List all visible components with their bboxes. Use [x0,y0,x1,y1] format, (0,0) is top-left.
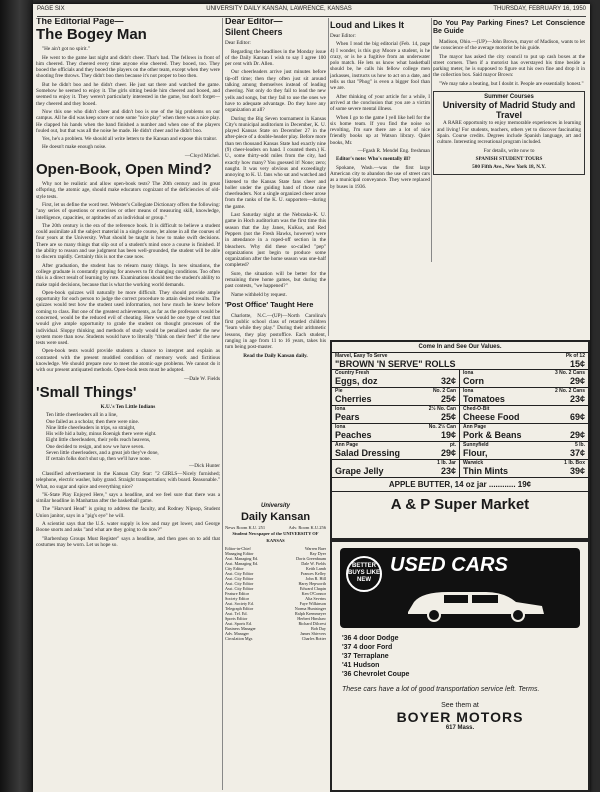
staff-person: Herbert Hinshaw [297,615,326,621]
car-list-item: '37 4 door Ford [342,644,393,651]
paragraph: Name withheld by request. [231,291,287,298]
staff-role: Asst. City Editor [225,585,254,591]
poem-line: One failed as a scholar, then there were nine. [46,418,140,425]
poem-line: Nine little cheerleaders in trips, so straight, [46,424,136,431]
paragraph: Open-book tests would provide students a chance to interpret and explain as contrasted with the present muddled condition of memory work and fictitious knowledge. We should prepare now to meet the atomic-age problems. We cannot do it with our present antiquated methods. Open-book tests must be adopted. [36,348,220,374]
paragraph: When I read the big editorial (Feb. 14, page 4) I wonder, is this guy Moore a student, is he crazy, or is he a fugitive from an underwater polo match. He lets us know what basketball should be, he calls his fellow college men jackasses, instructs us how to act on a date, and tells us that "Phog" is even a bigger fool than we are. [330,41,430,92]
staff-person: Charles Botter [301,635,326,641]
staff-person: Harry Hepworth [298,580,326,586]
staff-person: Warren Baer [304,545,326,551]
item-price: 25¢ [440,412,456,422]
post-office-body: Charlotte, N.C.—(UP)—North Carolina's first public school class of retarded children "learn while they play." During their arithmetic lessons, they play postoffice. Each student, ranging in age from 11 to 16 years, takes his turn being post-master. [225,312,326,351]
item-name: Corn [463,376,484,386]
item-brand: Ched-O-Bit [463,406,490,412]
summer-org: SPANISH STUDENT TOURS [475,155,543,162]
paragraph: Open-book quizzes will naturally be more difficult. They should provide ample opportunity for each person to judge the correct procedure to attain desired results. The quizzes would test how the student used information, not how much he knew before coming to class. But one of the greatest achievements, as far as the professors would be concerned, would be the reduced evil of cheating. Here would be one type of test that would give ample opportunity to grade the student on thought processes of the individual. Sloppy thinking and methods of study would be penalized under the new system more than now. Students would have to literally "think on their feet" if the new tests were used. [36,289,220,347]
item-brand: Country Fresh [335,370,370,376]
dealer-name: BOYER MOTORS [396,709,524,725]
staff-person: Richard Dilcrest [298,620,326,626]
staff-person: Alta Sevrins [305,595,326,601]
page-header [37,6,586,17]
loud-body [330,41,430,146]
parking-headline: Do You Pay Parking Fines? Let Conscience Be Guide [433,20,585,35]
item-brand: Ann Page [335,442,359,448]
loud-headline: Loud and Likes It [330,20,405,30]
rolls-label: "BROWN 'N SERVE" ROLLS [335,359,456,369]
summer-courses-ad [433,91,585,175]
poem-title: K.U.'s Ten Little Indians [100,403,156,410]
bogey-headline: The Bogey Man [36,26,147,44]
small-things-body [36,471,220,548]
paragraph: "K-State Play Enjoyed Here," says a headline, and we feel sure that there was a similar headline in Manhattan after the basketball game. [36,491,220,505]
newspaper-page [33,4,590,792]
staff-person: Faye Wilkinson [299,600,326,606]
ap-price-item [460,370,588,388]
ap-tagline: Come In and See Our Values. [332,342,588,353]
ap-advertisement [330,340,590,540]
paragraph: The mayor has asked the city council to put up cash boxes at the street corners. Then if a motorist has overstayed his time beside a parking meter, he is supposed to figure out his own fine and drop it in the collection box. Said mayor Brown: [433,53,585,79]
staff-role: Circulation Mgr. [225,635,253,641]
staff-person: Ken O'Connor [301,590,326,596]
section-kicker: The Editorial Page— [36,18,124,26]
read-kansan-line: Read the Daily Kansan daily. [243,352,308,359]
post-office-headline: 'Post Office' Taught Here [225,299,314,309]
apple-butter-line: APPLE BUTTER, 14 oz jar ............ 19¢ [332,478,588,492]
summer-address: 500 Fifth Ave., New York 18, N.Y. [472,164,546,171]
item-size: 3 No. 2 Cans [554,370,585,376]
ap-price-item [332,406,460,424]
ap-price-item [460,424,588,442]
item-price: 25¢ [440,394,456,404]
small-things-headline: 'Small Things' [36,383,137,401]
silent-cheers-body [225,49,326,298]
item-name: Flour, [463,448,488,458]
staff-role: Asst. City Editor [225,570,254,576]
staff-role: Telegraph Editor [225,605,254,611]
bogey-body [36,46,220,150]
ap-price-item [460,460,588,478]
item-name: Tomatoes [463,394,505,404]
item-brand: Iona [463,388,474,394]
car-list [332,628,588,679]
summer-label: Summer Courses [484,94,534,101]
item-name: Thin Mints [463,466,508,476]
binder-edge [0,0,33,792]
advroom-number: K.U.256 [310,525,326,530]
openbook-byline: —Dale W. Fields [184,375,220,382]
paragraph: A scientist says that the U.S. water supply is low and may get lower, and George Boone snorts and asks "and what are they going to do now?" [36,521,220,534]
paragraph: "We may take a beating, but I doubt it. People are essentially honest." [439,80,584,87]
rolls-price: 15¢ [569,359,585,369]
staff-person: Edward Chapin [299,585,326,591]
ap-price-item [460,406,588,424]
paragraph: Our cheerleaders arrive just minutes before tip-off time; then they often just sit around talking among themselves instead of leading cheering. Not only do they fail to lead the new yells and songs, but they fail to use the ones we have to adequate advantage. Do they have any organization at all? [225,69,326,114]
staff-row [225,636,326,641]
paragraph: But he didn't boo and he didn't cheer. He just sat there and watched the game. Somehow he seemed to enjoy it. The girls sitting beside him cheered and booed, and seemed to enjoy it. They weren't particularly interested in the game, but don't forget—they cheered and they booed. [36,81,220,107]
staff-person: Frances Kelley [300,570,326,576]
rolls-subtitle: Marvel, Easy To Serve [335,353,388,359]
ap-price-item [332,442,460,460]
car-illustration-icon [400,584,550,622]
paragraph: After thinking of your article for a while, I arrived at the conclusion that you are a victim of some severe mental illness. [330,93,430,113]
dealer-address: 617 Mass. [445,725,475,731]
item-price: 29¢ [440,448,456,458]
item-size: No. 2½ Can [428,424,456,430]
item-name: Cherries [335,394,372,404]
staff-role: Asst. Sports Ed. [225,620,252,626]
summer-body: A RARE opportunity to enjoy memorable experiences in learning and living! For students, teachers, others yet to discover fascinating Spain. Course credits. Degrees include Spanish language, art and culture. Interesting recreational program included. [437,120,581,146]
paragraph: Classified advertisement in the Kansan City Star: "2 GIRLS—Nicely furnished; telephone, electric washer, baby grand. Straight transportation; with board. Reasonable." What, no sugar and spice and everything nice? [36,470,220,490]
ap-price-item [332,370,460,388]
loud-byline: —Fgash R. Mendel Eng. freshman [357,148,430,155]
staff-person: Norma Huntsinger [294,605,326,611]
poem-line: If certain folks don't shut up, then we'll have none. [46,456,151,463]
item-brand: Sunnyfield [463,442,489,448]
ap-price-item [332,388,460,406]
item-price: 23¢ [440,466,456,476]
masthead-university: University [260,503,290,509]
poem-line: Eight little cheerleaders, their yells reach heavens, [46,437,151,444]
column-rule [431,18,432,262]
staff-role: Editor-in-Chief [225,545,251,551]
item-brand: Iona [463,370,474,376]
staff-role: Asst. Managing Ed. [225,555,259,561]
staff-role: Society Editor [225,595,250,601]
paragraph: "Barbershop Groups Must Register" says a headline, and then goes on to add that costumes may be worn. Let us hope so. [36,535,220,548]
rolls-pack: Pk of 12 [565,353,585,359]
poem-line: One decided to resign, and now we have seven. [46,443,145,450]
car-list-item: '36 4 door Dodge [342,635,399,642]
paragraph: Why not be realistic and allow open-book tests? The 20th century and its great offspring, the atomic age, should make educators cognizant of the deficiencies of old-style tests. [36,181,220,200]
parking-column [433,18,585,262]
advroom-label: Adv. Room [288,525,310,530]
editor-note: Editor's note: Who's mentally ill? [336,156,411,163]
staff-person: James Shivvers [300,630,326,636]
item-brand: Iona [335,406,346,412]
car-list-item: '36 Chevrolet Coupe [342,671,410,678]
item-size: 5 lb. [574,442,585,448]
staff-person: Doris Greenbaum [296,555,326,561]
staff-role: Business Manager [225,625,256,631]
ap-price-item [332,424,460,442]
item-price: 32¢ [440,376,456,386]
better-buys-badge: BETTER BUYS LIKE NEW [346,556,382,592]
ap-store-name: A & P Super Market [390,496,530,513]
staff-role: Asst. Society Ed. [225,600,254,606]
paragraph: "He ain't got no spirit." [42,46,90,53]
paragraph: Yes, he's a problem. We should all write letters to the Kansan and expose this traitor. [42,136,218,143]
item-size: No. 2 Can [432,388,456,394]
item-name: Grape Jelly [335,466,384,476]
item-name: Salad Dressing [335,448,401,458]
item-name: Peaches [335,430,372,440]
newsroom-number: K.U. 251 [248,525,266,530]
ap-price-item [460,388,588,406]
paragraph: Regarding the headlines in the Monday issue of the Daily Kansan I wish to say I agree 100 per cent with Dr. Allen. [225,48,326,68]
paragraph: The "Harvard Head" is going to address the faculty, and Rodney Nipsop, Student Union janitor, says in a "pig's eye" he will. [36,506,220,519]
letters-kicker: Dear Editor— [225,18,283,26]
paragraph: Sure, the situation will be better for the remaining three home games, but during the past contests, "we happened?" [225,270,326,290]
ap-price-item [460,442,588,460]
staff-person: John R. Hill [305,575,326,581]
poem-line: Ten little cheerleaders all in a line, [46,412,118,419]
staff-role: Asst. City Editor [225,575,254,581]
poem-body [36,412,220,462]
item-size: 2½ No. Can [428,406,456,412]
item-price: 29¢ [569,376,585,386]
openbook-body [36,181,220,374]
staff-list [225,546,326,641]
item-brand: Warwick [463,460,484,466]
item-price: 37¢ [569,448,585,458]
paragraph: Last Saturday night at the Nebraska-K. U. game in Hoch auditorium was the first time this season that the Jay Janes, KuKus, and Red Peppers (not the Fresh Hawks, however) were in attendance in a roped-off section in the bleachers. Why did these so-called "pep" organizations just begin to produce some organization after the home season was one-half completed? [225,212,326,269]
parking-body [433,39,585,87]
used-cars-advertisement [330,540,590,792]
item-size: 2 No. 2 Cans [554,388,585,394]
paper-name: UNIVERSITY DAILY KANSAN, LAWRENCE, KANSAS [206,6,352,12]
summer-cta: For details, write now to [483,147,535,154]
column-rule [222,18,223,790]
staff-role: Asst. Tel. Ed. [225,610,248,616]
issue-date: THURSDAY, FEBRUARY 16, 1950 [493,6,586,12]
ap-price-item [332,460,460,478]
summer-title: University of Madrid Study and Travel [442,100,576,121]
page-number: PAGE SIX [37,6,65,12]
paragraph: After graduation, the student has to relearn many things. In new situations, the college graduate is constantly groping for answers to fit changing conditions. Too often this is a direct result of learning by rote. Examinations should test the student's ability to make rapid decisions, because that is what the working world demands. [36,262,220,288]
item-price: 19¢ [440,430,456,440]
masthead-title: Daily Kansan [240,511,311,523]
column-rule [328,18,329,336]
item-name: Cheese Food [463,412,520,422]
editorial-column [36,18,220,790]
letter-salutation: Dear Editor: [225,40,251,47]
item-size: pt. [449,442,456,448]
paragraph: Now this one who didn't cheer and didn't boo is one of the big problems on our campus. All he did was keep score or note some "nice play" when there was a nice play. He clapped his hands when the band finished a number and when one of the players fouled out, but that was all the noise he made. He didn't cheer and he didn't boo. [36,108,220,134]
masthead-tagline: Student Newspaper of the UNIVERSITY OF KANSAS [232,531,319,543]
loud-salutation: Dear Editor: [330,33,356,39]
item-name: Pork & Beans [463,430,522,440]
cars-blurb: These cars have a lot of good transportation service left. Terms. [342,686,540,693]
staff-role: Asst. City Editor [225,580,254,586]
staff-person: Keith Lamb [305,565,326,571]
poem-line: Seven little cheerleaders, and a great job they've done, [46,450,159,457]
item-name: Pears [335,412,360,422]
poem-byline: —Dick Hunter [189,462,220,469]
item-brand: Iona [335,424,346,430]
letters-column [225,18,326,498]
staff-person: Bob Day [310,625,326,631]
ap-price-grid [332,370,588,478]
item-price: 23¢ [569,394,585,404]
spokane-item: Spokane, Wash.—was the first large American city to abandon the use of street cars as a municipal conveyance. They were replaced by buses in 1936. [330,164,430,190]
item-name: Eggs, doz [335,376,378,386]
used-cars-banner [340,548,580,628]
used-cars-title: USED CARS [390,554,508,576]
paragraph: When I go to the game I yell like hell for the six home team. If you find the noise so revolting, I'm sure there are a lot of nice friendly books up at Watson library. Quiet books, Mr. [330,114,430,146]
staff-role: Adv. Manager [225,630,249,636]
paragraph: He went to the game last night and didn't cheer. That's bad. The fellows in front of him cheered. They cheered every time anyone else cheered. They booed, too. They booed the officials and they booed the players on the other team, except when they were shooting free throws. They didn't boo then because it's not proper to boo then. [36,54,220,80]
car-list-item: '41 Hudson [342,662,380,669]
staff-role: Asst. Managing Ed. [225,560,259,566]
staff-role: Managing Editor [225,550,254,556]
staff-role: City Editor [225,565,244,571]
staff-person: Dale W. Fields [301,560,326,566]
staff-person: Ray Dyer [309,550,326,556]
staff-role: Feature Editor [225,590,250,596]
paragraph: First, let us define the word test. Webster's Collegiate Dictionary offers the following: "any series of questions or exercises or other means of measuring skill, knowledge, intelligence, capacities, or aptitudes of an individual or group." [36,201,220,221]
item-price: 29¢ [569,430,585,440]
bogey-byline: —Cloyd Michel. [184,152,220,159]
item-brand: Ann Page [463,424,487,430]
item-brand: Pie [335,388,343,394]
loud-column [330,18,430,338]
paragraph: The 20th century is the era of the reference book. It is difficult to believe a student could assimilate all the subject material in a single course, let alone in all the courses of four years at the University. What should be taught is how to make swift decisions. There are so many things that slip out of a student's mind once a course is finished. If the ability to reason and use judgment has been well-grounded, the student will be able to discern rapidly. Certainly this is not the case now. [36,222,220,261]
item-size: 1 lb. Jar [437,460,456,466]
masthead [225,502,326,788]
car-list-item: '37 Terraplane [342,653,389,660]
paragraph: During the Big Seven tournament in Kansas City's municipal auditorium in December, K. U. played Kansas State on December 27 in the after-piece of a double-header play. Before more than ten thousand Kansas State had exactly nine (9) cheer-leaders on hand. I counted them.) K. U., some thirty-odd miles from the city, had exactly how many? You guessed it! None; zero; naught. It was very obvious and exceedingly annoying to K. U. fans who sat and watched and listened to the Kansas State fans cheer and holler under the guiding hand of those nine cheerleaders. Not a single organized cheer arose from the ranks of the K. U. supporters—during the game. [225,115,326,210]
item-size: 1 lb. Box [564,460,585,466]
item-price: 69¢ [569,412,585,422]
staff-person: Ralph Kremmeyer [294,610,326,616]
staff-role: Sports Editor [225,615,248,621]
paragraph: Madison, Ohio.—(UP)—John Brown, mayor of Madison, wants to let the conscience of the average motorist be his guide. [433,39,585,52]
item-price: 39¢ [569,466,585,476]
silent-cheers-headline: Silent Cheers [225,27,283,38]
see-them-label: See them at [441,702,479,709]
ap-rolls-row [332,353,588,370]
openbook-headline: Open-Book, Open Mind? [36,161,212,179]
newsroom-label: News Room [225,525,248,530]
poem-line: His wife hid a baby, minus Roenigk there were eight. [46,431,157,438]
paragraph: He doesn't make enough noise. [42,144,107,151]
